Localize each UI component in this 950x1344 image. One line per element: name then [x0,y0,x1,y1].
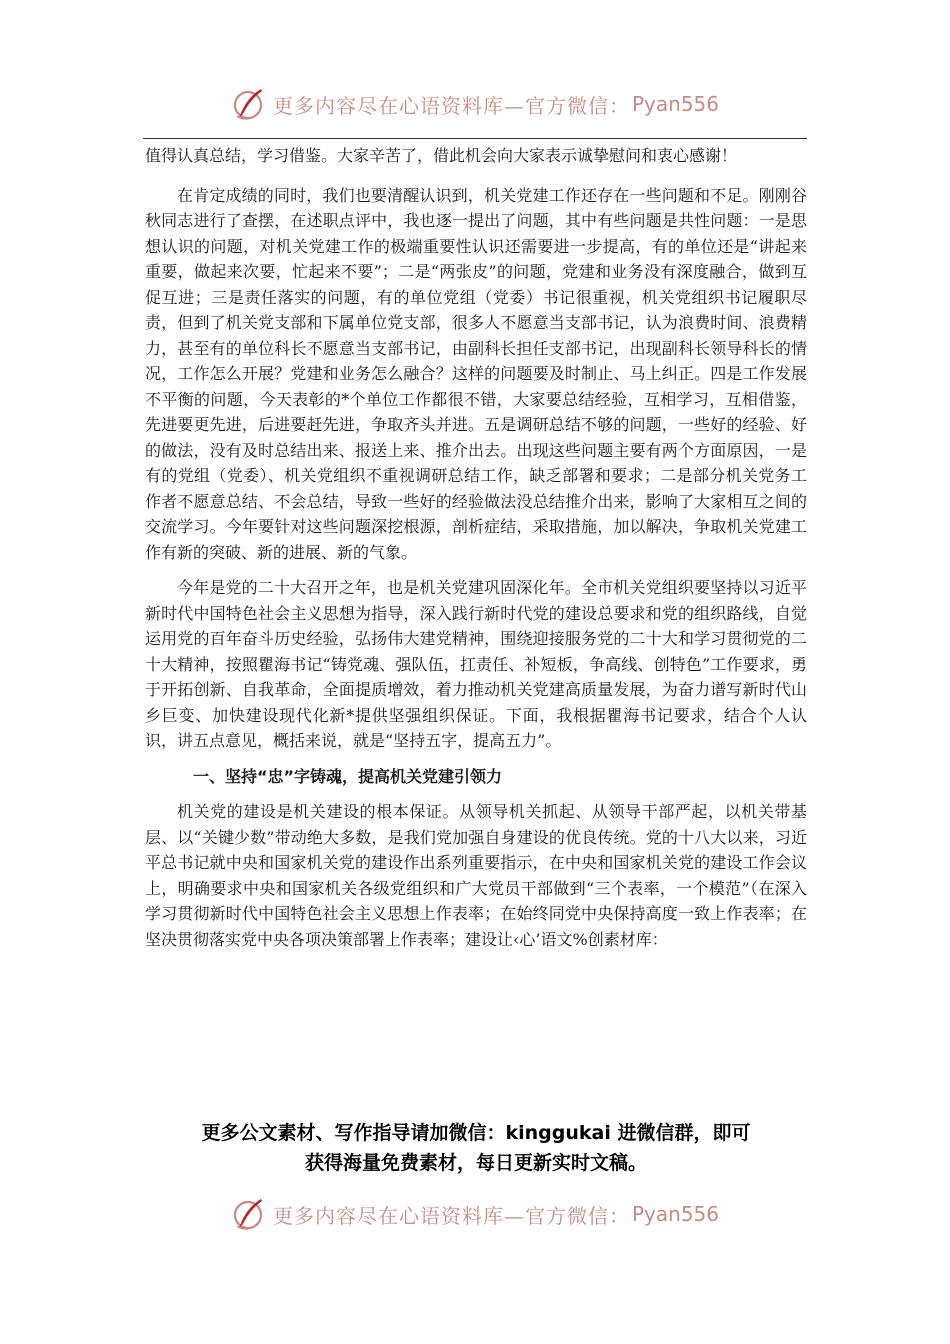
promo-notice-line-1: 更多公文素材、写作指导请加微信：kinggukai 进微信群，即可 [201,1122,751,1144]
header-divider [143,138,807,139]
paragraph-1: 值得认真总结，学习借鉴。大家辛苦了，借此机会向大家表示诚挚慰问和衷心感谢！ [145,146,738,165]
paragraph-4: 机关党的建设是机关建设的根本保证。从领导机关抓起、从领导干部严起，以机关带基层、以“关键少数”带动绝大多数，是我们党加强自身建设的优良传统。党的十八大以来，习近平总书记就中央和国家机关党的建设作出系列重要指示，在中央和国家机关党的建设工作会议上，明确要求中央和国家机关各级党组织和广大党员干部做到“三个表率，一个模范”（在深入学习贯彻新时代中国特色社会主义思想上作表率；在始终同党中央保持高度一致上作表率；在坚决贯彻落实党中央各项决策部署上作表率；建设让‹心’语文%创素材库： [145,802,807,949]
paragraph-3: 今年是党的二十大召开之年，也是机关党建巩固深化年。全市机关党组织要坚持以习近平新时代中国特色社会主义思想为指导，深入践行新时代党的建设总要求和党的组织路线，自觉运用党的百年奋斗历史经验，弘扬伟大建党精神，围绕迎接服务党的二十大和学习贯彻党的二十大精神，按照瞿海书记“铸党魂、强队伍，扛责任、补短板，争高线、创特色”工作要求，勇于开拓创新、自我革命，全面提质增效，着力推动机关党建高质量发展，为奋力谱写新时代山乡巨变、加快建设现代化新*提供坚强组织保证。下面，我根据瞿海书记要求，结合个人认识，讲五点意见，概括来说，就是“坚持五字，提高五力”。 [145,578,807,750]
footer-watermark-id: Pyan556 [631,1202,719,1226]
footer-watermark-text: 更多内容尽在心语资料库—官方微信： [272,1203,630,1228]
header-watermark-id: Pyan556 [631,92,719,116]
paragraph-2: 在肯定成绩的同时，我们也要清醒认识到，机关党建工作还存在一些问题和不足。刚刚谷秋同志进行了查摆，在述职点评中，我也逐一提出了问题，其中有些问题是共性问题：一是思想认识的问题，对机关党建工作的极端重要性认识还需要进一步提高，有的单位还是“讲起来重要，做起来次要，忙起来不要”；二是“两张皮”的问题，党建和业务没有深度融合，做到互促互进；三是责任落实的问题，有的单位党组（党委）书记很重视，机关党组织书记履职尽责，但到了机关党支部和下属单位党支部，很多人不愿意当支部书记，认为浪费时间、浪费精力，甚至有的单位科长不愿意当支部书记，由副科长担任支部书记，出现副科长领导科长的情况，工作怎么开展？党建和业务怎么融合？这样的问题要及时制止、马上纠正。四是工作发展不平衡的问题，今天表彰的*个单位工作都很不错，大家要总结经验，互相学习，互相借鉴，先进要更先进，后进要赶先进，争取齐头并进。五是调研总结不够的问题，一些好的经验、好的做法，没有及时总结出来、报送上来、推介出去。出现这些问题主要有两个方面原因，一是有的党组（党委）、机关党组织不重视调研总结工作，缺乏部署和要求；二是部分机关党务工作者不愿意总结、不会总结，导致一些好的经验做法没总结推介出来，影响了大家相互之间的交流学习。今年要针对这些问题深挖根源，剖析症结，采取措施，加以解决，争取机关党建工作有新的突破、新的进展、新的气象。 [145,185,807,562]
document-body [145,143,807,962]
section-heading: 一、坚持“忠”字铸魂，提高机关党建引领力 [193,766,503,786]
footer-watermark [0,1192,950,1236]
quill-pen-logo-icon [231,86,267,122]
promo-notice-line-2: 获得海量免费素材，每日更新实时文稿。 [304,1152,647,1174]
promo-notice [145,1118,807,1178]
header-watermark-text: 更多内容尽在心语资料库—官方微信： [272,93,630,118]
quill-pen-logo-icon [231,1196,267,1232]
header-watermark [0,82,950,126]
